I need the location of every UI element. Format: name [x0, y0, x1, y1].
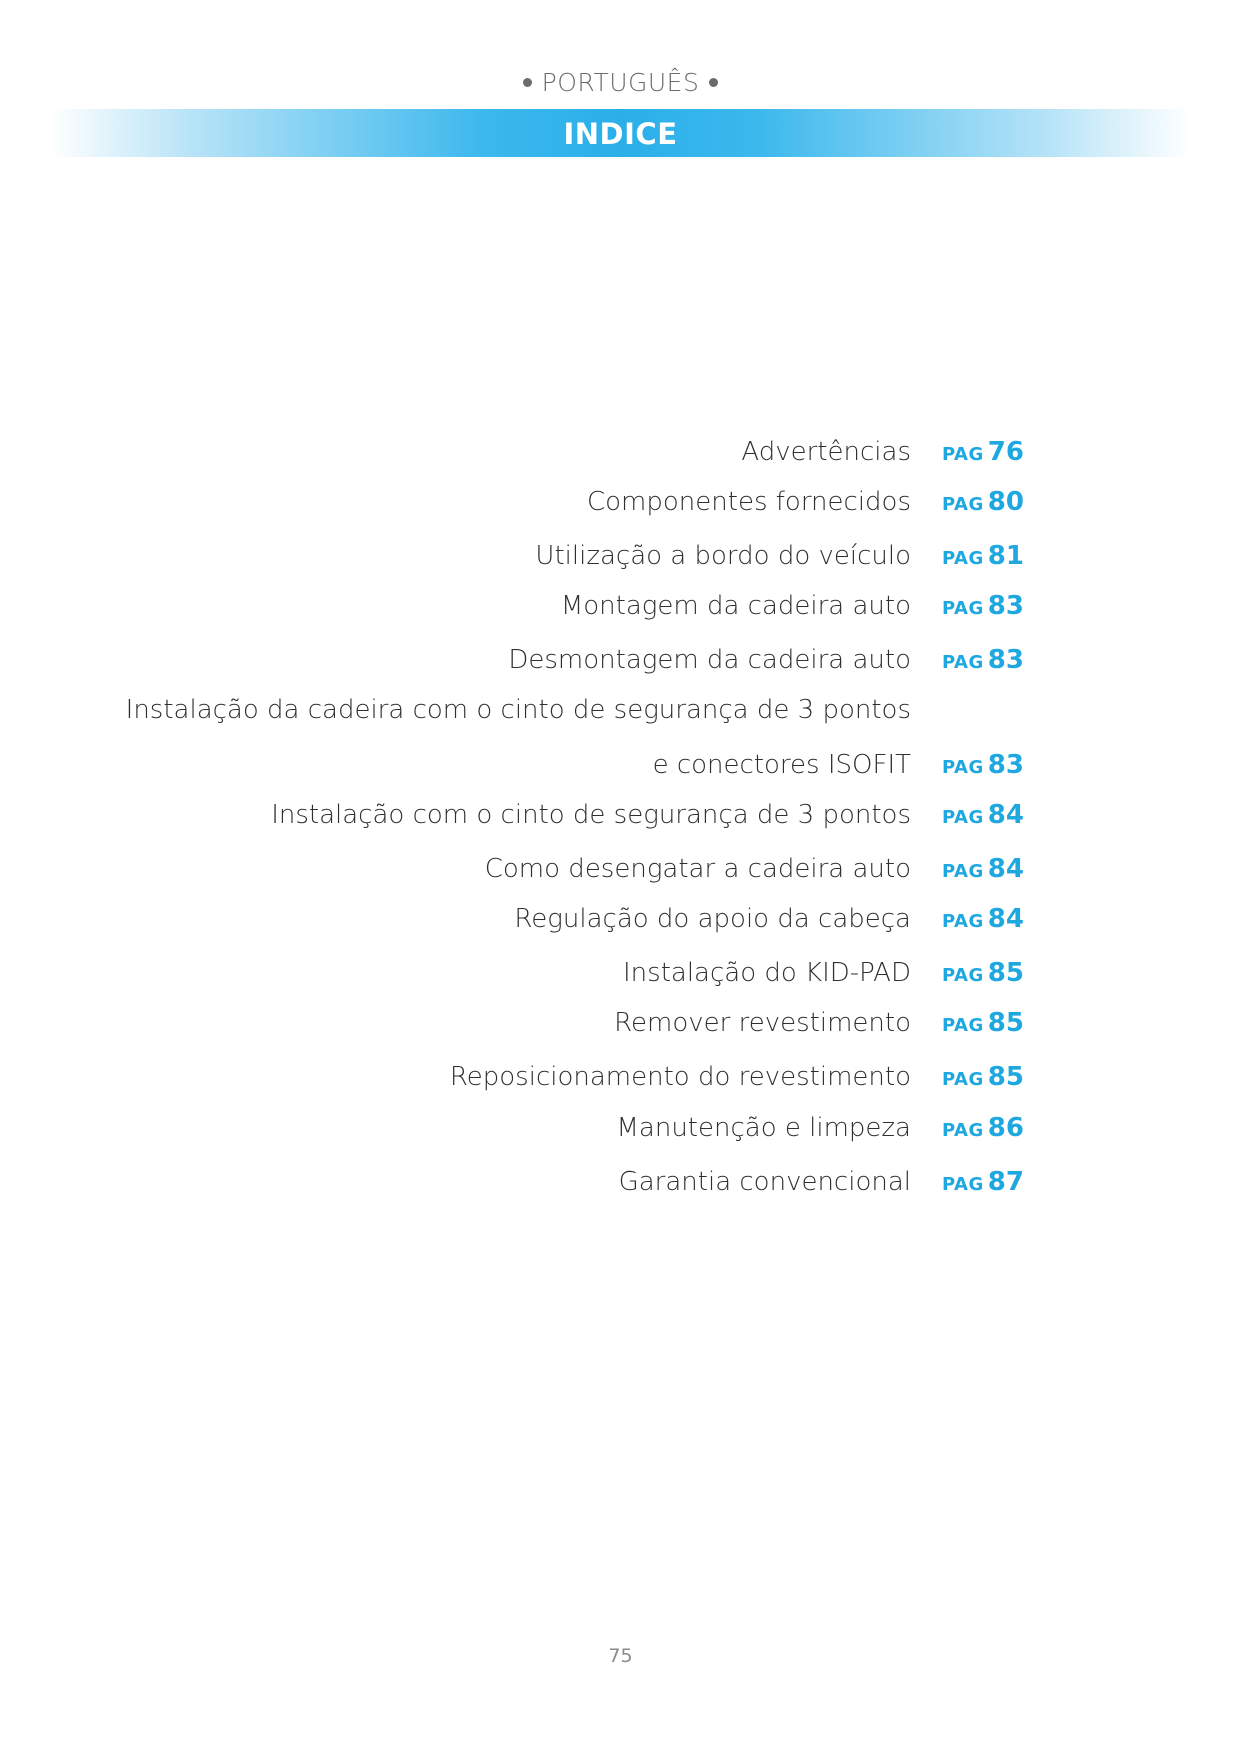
page-ref: 87 [987, 1167, 1024, 1197]
toc-entry-page [942, 541, 1024, 571]
page-ref: 83 [987, 645, 1024, 675]
page-ref: 85 [987, 1008, 1024, 1038]
toc-entry-label: Instalação com o cinto de segurança de 3 pontos [271, 800, 911, 830]
toc-entry-label: Instalação do KID-PAD [623, 958, 911, 988]
page-ref: 84 [987, 800, 1024, 830]
toc-entry-page [942, 437, 1024, 467]
pag-label: PAG [942, 494, 984, 515]
toc-entry-label: Regulação do apoio da cabeça [514, 904, 911, 934]
page-ref: 81 [987, 541, 1024, 571]
page-title: INDICE [563, 117, 678, 151]
pag-label: PAG [942, 965, 984, 986]
toc-entry-label: Utilização a bordo do veículo [535, 541, 911, 571]
pag-label: PAG [942, 652, 984, 673]
page-ref: 83 [987, 750, 1024, 780]
toc-entry-label: Montagem da cadeira auto [560, 591, 911, 621]
language-label: PORTUGUÊS [541, 68, 700, 97]
toc-entry-label: Advertências [741, 437, 911, 467]
toc-entry-page [942, 645, 1024, 675]
page-ref: 76 [987, 437, 1024, 467]
pag-label: PAG [942, 807, 984, 828]
toc-entry-label: Garantia convencional [618, 1167, 911, 1197]
toc-entry-page [942, 1062, 1024, 1092]
pag-label: PAG [942, 861, 984, 882]
toc-entry-page [942, 750, 1024, 780]
page-ref: 84 [987, 904, 1024, 934]
pag-label: PAG [942, 1015, 984, 1036]
pag-label: PAG [942, 757, 984, 778]
page-ref: 84 [987, 854, 1024, 884]
toc-entry-label: Remover revestimento [614, 1008, 911, 1038]
pag-label: PAG [942, 548, 984, 569]
toc-entry-label: Desmontagem da cadeira auto [508, 645, 911, 675]
pag-label: PAG [942, 911, 984, 932]
toc-entry-page [942, 1113, 1024, 1143]
page-ref: 85 [987, 1062, 1024, 1092]
page-ref: 80 [987, 487, 1024, 517]
toc-entry-page [942, 958, 1024, 988]
toc-entry-label: Reposicionamento do revestimento [449, 1062, 911, 1092]
toc-entry-label: e conectores ISOFIT [652, 750, 911, 780]
page-number: 75 [608, 1645, 633, 1667]
toc-entry-label: Como desengatar a cadeira auto [484, 854, 911, 884]
toc-entry-page [942, 1167, 1024, 1197]
pag-label: PAG [942, 1069, 984, 1090]
pag-label: PAG [942, 1120, 984, 1141]
toc-entry-label: Instalação da cadeira com o cinto de segurança de 3 pontos [125, 695, 911, 725]
toc-entry-label: Manutenção e limpeza [616, 1113, 911, 1143]
toc-entry-page [942, 904, 1024, 934]
toc-entry-page [942, 1008, 1024, 1038]
page-ref: 85 [987, 958, 1024, 988]
toc-entry-label: Componentes fornecidos [587, 487, 911, 517]
toc-entry-page [942, 854, 1024, 884]
pag-label: PAG [942, 598, 984, 619]
pag-label: PAG [942, 1174, 984, 1195]
toc-entry-page [942, 800, 1024, 830]
toc-entry-page [942, 487, 1024, 517]
pag-label: PAG [942, 444, 984, 465]
page-ref: 83 [987, 591, 1024, 621]
page-ref: 86 [987, 1113, 1024, 1143]
toc-entry-page [942, 591, 1024, 621]
